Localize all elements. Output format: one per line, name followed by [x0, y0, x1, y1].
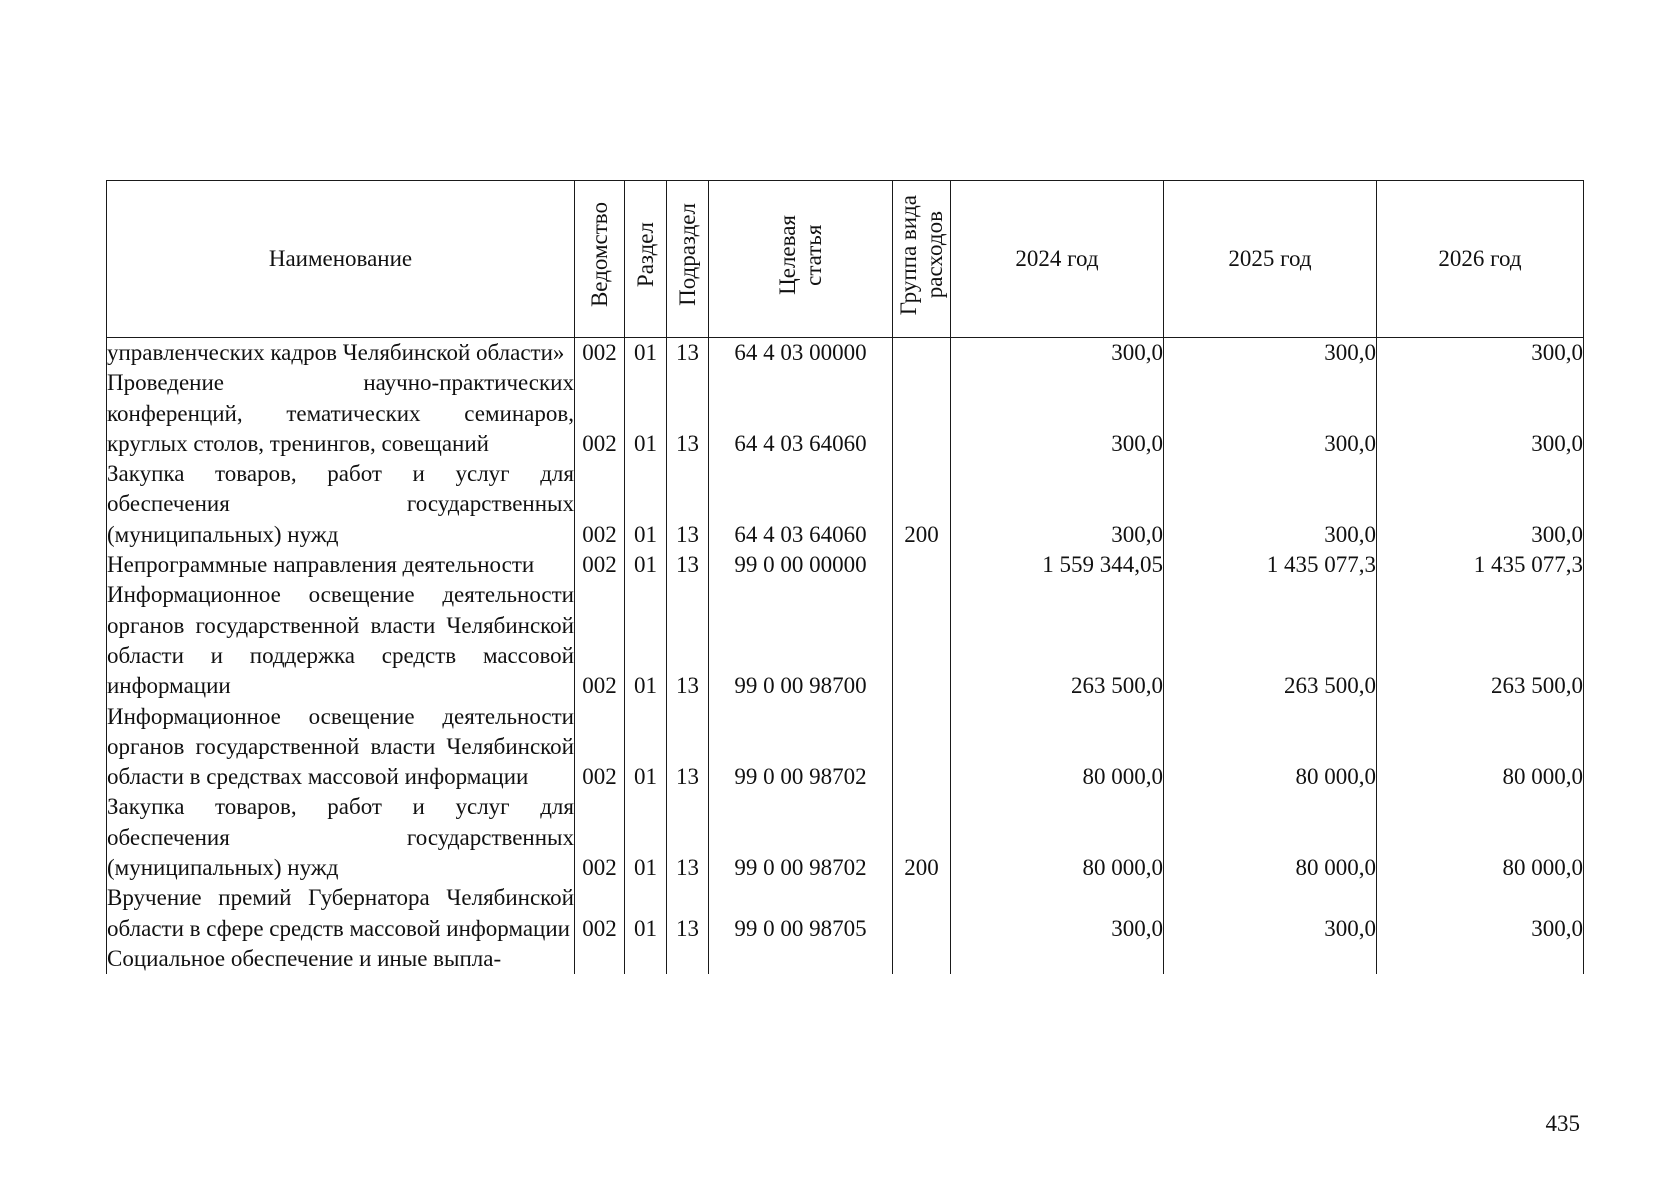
row-subsection-code — [667, 944, 709, 974]
table-row — [107, 368, 1584, 459]
header-target: Целевая статья — [709, 181, 893, 338]
row-group-code — [893, 580, 951, 701]
row-target-code: 64 4 03 00000 — [709, 338, 893, 369]
row-name: Социальное обеспечение и иные выпла- — [107, 944, 575, 974]
row-name: Непрограммные направления деятельности — [107, 550, 575, 580]
table-row — [107, 702, 1584, 793]
header-2025: 2025 год — [1164, 181, 1377, 338]
row-amount-2025: 263 500,0 — [1164, 580, 1377, 701]
row-section-code: 01 — [625, 702, 667, 793]
row-amount-2024: 1 559 344,05 — [951, 550, 1164, 580]
row-target-code: 99 0 00 00000 — [709, 550, 893, 580]
row-amount-2025: 300,0 — [1164, 338, 1377, 369]
row-amount-2024: 300,0 — [951, 459, 1164, 550]
row-name: управленческих кадров Челябинской области» — [107, 338, 575, 369]
table-row — [107, 550, 1584, 580]
row-ministry-code: 002 — [575, 580, 625, 701]
row-group-code — [893, 944, 951, 974]
row-ministry-code: 002 — [575, 792, 625, 883]
header-2026: 2026 год — [1377, 181, 1584, 338]
row-subsection-code: 13 — [667, 459, 709, 550]
table-row — [107, 792, 1584, 883]
budget-table — [106, 180, 1584, 974]
row-ministry-code: 002 — [575, 338, 625, 369]
row-amount-2026: 1 435 077,3 — [1377, 550, 1584, 580]
row-amount-2026: 300,0 — [1377, 338, 1584, 369]
row-group-code — [893, 702, 951, 793]
table-row — [107, 459, 1584, 550]
row-name: Проведение научно-практических конференций, тематических семинаров, круглых столов, тренингов, совещаний — [107, 368, 575, 459]
row-target-code: 64 4 03 64060 — [709, 368, 893, 459]
row-section-code: 01 — [625, 338, 667, 369]
row-amount-2025: 300,0 — [1164, 883, 1377, 944]
row-amount-2024: 80 000,0 — [951, 792, 1164, 883]
row-subsection-code: 13 — [667, 702, 709, 793]
row-group-code — [893, 883, 951, 944]
row-subsection-code: 13 — [667, 368, 709, 459]
row-target-code: 99 0 00 98705 — [709, 883, 893, 944]
row-amount-2025: 300,0 — [1164, 459, 1377, 550]
row-amount-2024: 80 000,0 — [951, 702, 1164, 793]
row-section-code — [625, 944, 667, 974]
header-name: Наименование — [107, 181, 575, 338]
row-subsection-code: 13 — [667, 580, 709, 701]
row-section-code: 01 — [625, 459, 667, 550]
row-ministry-code: 002 — [575, 702, 625, 793]
row-ministry-code: 002 — [575, 883, 625, 944]
row-amount-2026: 80 000,0 — [1377, 702, 1584, 793]
row-target-code: 64 4 03 64060 — [709, 459, 893, 550]
row-subsection-code: 13 — [667, 550, 709, 580]
header-group: Группа вида расходов — [893, 181, 951, 338]
row-subsection-code: 13 — [667, 338, 709, 369]
row-amount-2025: 300,0 — [1164, 368, 1377, 459]
row-group-code — [893, 338, 951, 369]
page-number: 435 — [1545, 1111, 1580, 1136]
row-amount-2024 — [951, 944, 1164, 974]
row-amount-2024: 300,0 — [951, 368, 1164, 459]
row-target-code: 99 0 00 98702 — [709, 702, 893, 793]
row-amount-2025 — [1164, 944, 1377, 974]
budget-table-body — [107, 338, 1584, 975]
row-subsection-code: 13 — [667, 883, 709, 944]
table-row — [107, 338, 1584, 369]
row-section-code: 01 — [625, 792, 667, 883]
row-section-code: 01 — [625, 580, 667, 701]
row-section-code: 01 — [625, 883, 667, 944]
row-amount-2024: 263 500,0 — [951, 580, 1164, 701]
row-ministry-code: 002 — [575, 459, 625, 550]
row-group-code: 200 — [893, 792, 951, 883]
row-amount-2026: 80 000,0 — [1377, 792, 1584, 883]
row-target-code — [709, 944, 893, 974]
row-name: Вручение премий Губернатора Челябинской области в сфере средств массовой информации — [107, 883, 575, 944]
table-row — [107, 580, 1584, 701]
row-group-code — [893, 550, 951, 580]
row-target-code: 99 0 00 98700 — [709, 580, 893, 701]
row-section-code: 01 — [625, 368, 667, 459]
header-2024: 2024 год — [951, 181, 1164, 338]
row-target-code: 99 0 00 98702 — [709, 792, 893, 883]
header-subsection: Подраздел — [667, 181, 709, 338]
row-ministry-code: 002 — [575, 368, 625, 459]
row-name: Информационное освещение деятельности органов государственной власти Челябинской области и поддержка средств массовой информации — [107, 580, 575, 701]
row-amount-2026: 263 500,0 — [1377, 580, 1584, 701]
row-ministry-code: 002 — [575, 550, 625, 580]
row-amount-2024: 300,0 — [951, 883, 1164, 944]
row-name: Информационное освещение деятельности органов государственной власти Челябинской области в средствах массовой информации — [107, 702, 575, 793]
row-amount-2025: 80 000,0 — [1164, 792, 1377, 883]
row-subsection-code: 13 — [667, 792, 709, 883]
row-amount-2026: 300,0 — [1377, 883, 1584, 944]
header-section: Раздел — [625, 181, 667, 338]
row-ministry-code — [575, 944, 625, 974]
table-row — [107, 944, 1584, 974]
table-header-row — [107, 181, 1584, 338]
row-amount-2026: 300,0 — [1377, 368, 1584, 459]
row-amount-2026: 300,0 — [1377, 459, 1584, 550]
row-group-code — [893, 368, 951, 459]
table-row — [107, 883, 1584, 944]
row-section-code: 01 — [625, 550, 667, 580]
row-amount-2025: 80 000,0 — [1164, 702, 1377, 793]
header-ministry: Ведомство — [575, 181, 625, 338]
row-name: Закупка товаров, работ и услуг для обеспечения государственных (муниципальных) нужд — [107, 459, 575, 550]
row-amount-2025: 1 435 077,3 — [1164, 550, 1377, 580]
row-amount-2024: 300,0 — [951, 338, 1164, 369]
row-name: Закупка товаров, работ и услуг для обеспечения государственных (муниципальных) нужд — [107, 792, 575, 883]
row-group-code: 200 — [893, 459, 951, 550]
row-amount-2026 — [1377, 944, 1584, 974]
